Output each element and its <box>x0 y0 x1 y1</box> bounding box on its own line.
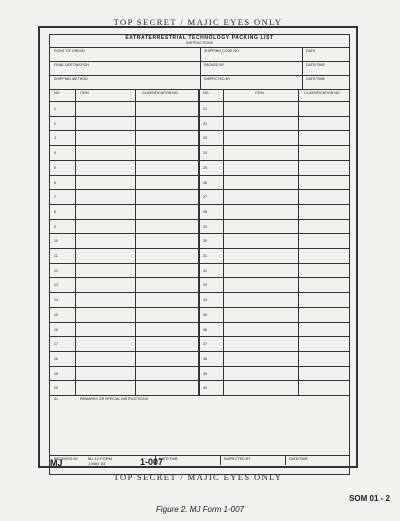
rule <box>223 89 224 395</box>
row-number-right: 37 <box>203 342 207 347</box>
row-number-right: 34 <box>203 298 207 303</box>
classification-top: TOP SECRET / MAJIC EYES ONLY <box>113 17 283 27</box>
row-number-left: 17 <box>54 342 58 347</box>
classification-bottom: TOP SECRET / MAJIC EYES ONLY <box>113 472 283 482</box>
rule <box>200 47 201 89</box>
row-rule <box>50 263 349 264</box>
row-number-left: 4 <box>54 151 56 156</box>
row-rule <box>50 116 349 117</box>
row-rule <box>50 292 349 293</box>
row-rule <box>50 380 349 381</box>
row-number-right: 33 <box>203 283 207 288</box>
label-received-by: RECEIVED BY <box>54 457 79 461</box>
form-number: 1-007 <box>140 457 164 467</box>
header-no: NO. <box>203 91 210 95</box>
row-rule <box>50 130 349 131</box>
row-number-left: 20 <box>54 386 58 391</box>
form-title: EXTRATERRESTRIAL TECHNOLOGY PACKING LIST <box>125 35 274 41</box>
row-rule <box>50 277 349 278</box>
form-name <box>88 456 112 466</box>
label-date-time: DATE/TIME <box>159 457 178 461</box>
row-number-right: 21 <box>203 107 207 111</box>
row-number-right: 25 <box>203 165 207 170</box>
row-number-right: 23 <box>203 136 207 141</box>
form-name-line2: 1 MAY 53 <box>88 461 106 466</box>
row-rule <box>50 366 349 367</box>
label-inspected-by: INSPECTED BY <box>204 77 231 81</box>
row-rule <box>50 248 349 249</box>
row-number-left: 18 <box>54 356 58 361</box>
label-shipping-code: SHIPPING CODE NO. <box>204 49 240 53</box>
row-number-left: 11 <box>54 254 58 258</box>
row-rule <box>50 322 349 323</box>
label-inspected-by: INSPECTED BY <box>224 457 251 461</box>
label-shipping-method: SHIPPING METHOD <box>54 77 88 81</box>
row-number-left: 10 <box>54 239 58 244</box>
row-rule <box>50 160 349 161</box>
row-number-left: 9 <box>54 224 56 229</box>
row-rule <box>50 175 349 176</box>
rule <box>285 455 286 465</box>
row-number-left: 13 <box>54 283 58 288</box>
remarks-number: 41 <box>54 397 58 401</box>
header-item: ITEM <box>80 91 89 95</box>
row-rule <box>50 336 349 337</box>
row-number-left: 12 <box>54 268 58 273</box>
header-classification: CLASSIFICATION NO. <box>142 91 179 95</box>
row-rule <box>50 233 349 234</box>
row-number-right: 39 <box>203 371 207 376</box>
row-number-left: 3 <box>54 136 56 141</box>
row-number-left: 15 <box>54 312 58 317</box>
row-rule <box>50 204 349 205</box>
row-number-right: 40 <box>203 386 207 391</box>
header-classification: CLASSIFICATION NO. <box>304 91 341 95</box>
row-number-left: 14 <box>54 298 58 303</box>
page-reference: SOM 01 - 2 <box>349 494 390 503</box>
row-number-right: 24 <box>203 151 207 156</box>
row-number-right: 29 <box>203 224 207 229</box>
label-date-time: DATE/TIME <box>306 63 325 67</box>
label-date-time: DATE/TIME <box>306 77 325 81</box>
label-date: DATE <box>306 49 316 53</box>
row-number-right: 27 <box>203 195 207 200</box>
row-number-right: 38 <box>203 356 207 361</box>
rule <box>298 89 299 395</box>
form-name-line1: MJ-12 FORM <box>88 456 112 461</box>
label-packed-by: PACKED BY <box>204 63 225 67</box>
row-number-right: 22 <box>203 121 207 126</box>
row-rule <box>50 189 349 190</box>
row-rule <box>50 307 349 308</box>
header-no: NO. <box>54 91 61 95</box>
row-number-right: 32 <box>203 268 207 273</box>
rule <box>135 89 136 395</box>
row-number-left: 8 <box>54 209 56 214</box>
form-instructions: INSTRUCTIONS <box>186 41 213 45</box>
row-number-left: 5 <box>54 165 56 170</box>
form-code: MJ <box>50 458 63 468</box>
form-sheet <box>38 26 358 468</box>
row-number-right: 28 <box>203 209 207 214</box>
rule <box>220 455 221 465</box>
rule <box>50 395 349 396</box>
label-final-destination: FINAL DESTINATION <box>54 63 89 67</box>
rule <box>302 47 303 89</box>
row-number-left: 1 <box>54 107 56 111</box>
row-number-left: 6 <box>54 180 56 185</box>
label-point-of-origin: POINT OF ORIGIN <box>54 49 85 53</box>
row-rule <box>50 219 349 220</box>
rule <box>198 89 200 395</box>
row-number-right: 30 <box>203 239 207 244</box>
figure-caption: Figure 2. MJ Form 1-007 <box>155 505 245 514</box>
row-number-left: 16 <box>54 327 58 332</box>
rule <box>75 89 76 395</box>
packing-list-form <box>49 34 350 475</box>
row-number-left: 19 <box>54 371 58 376</box>
row-number-right: 36 <box>203 327 207 332</box>
row-number-right: 26 <box>203 180 207 185</box>
row-rule <box>50 145 349 146</box>
row-number-right: 31 <box>203 254 207 258</box>
remarks-label: REMARKS OR SPECIAL INSTRUCTIONS <box>80 397 149 401</box>
row-number-left: 7 <box>54 195 56 200</box>
row-number-left: 2 <box>54 121 56 126</box>
label-date-time: DATE/TIME <box>289 457 308 461</box>
row-rule <box>50 351 349 352</box>
header-item: ITEM <box>255 91 264 95</box>
row-number-right: 35 <box>203 312 207 317</box>
